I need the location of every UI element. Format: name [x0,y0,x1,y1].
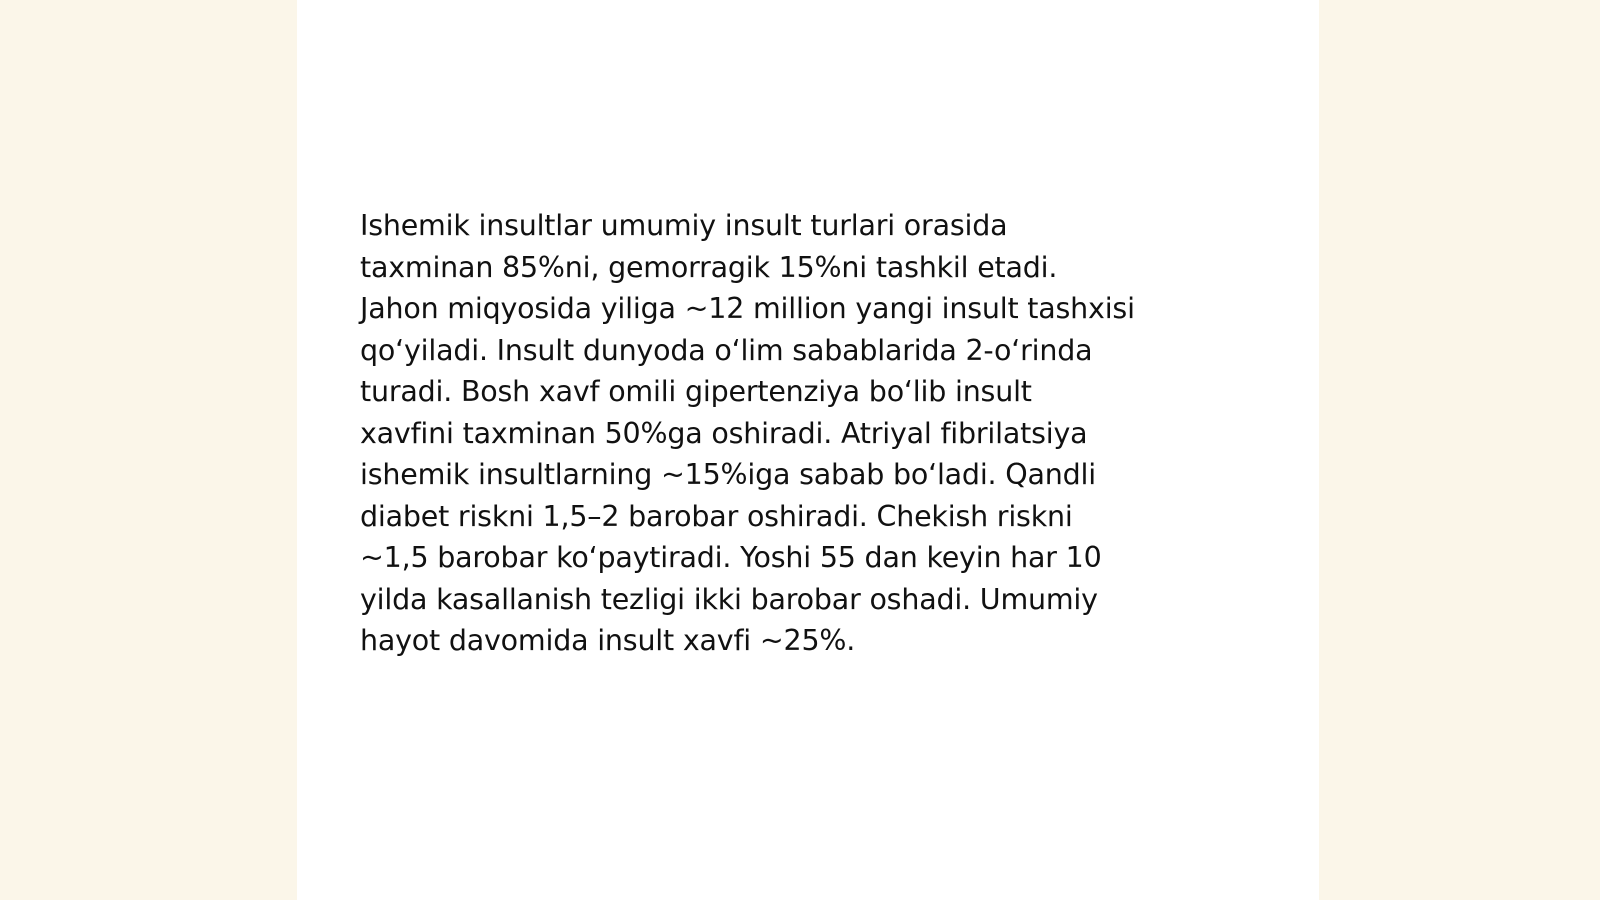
document-page [297,0,1319,900]
paragraph-line: hayot davomida insult xavfi ~25%. [360,624,856,657]
paragraph-line: xavfini taxminan 50%ga oshiradi. Atriyal fibrilatsiya [360,416,1088,450]
paragraph-line: turadi. Bosh xavf omili gipertenziya bo‘lib insult [360,375,1032,408]
body-paragraph [360,205,1260,662]
paragraph-line: ~1,5 barobar ko‘paytiradi. Yoshi 55 dan keyin har 10 [360,541,1102,574]
paragraph-line: diabet riskni 1,5–2 barobar oshiradi. Chekish riskni [360,499,1073,533]
paragraph-line: Jahon miqyosida yiliga ~12 million yangi insult tashxisi [360,292,1135,325]
paragraph-line: yilda kasallanish tezligi ikki barobar oshadi. Umumiy [360,582,1098,616]
paragraph-line: Ishemik insultlar umumiy insult turlari orasida [360,209,1008,242]
paragraph-line: taxminan 85%ni, gemorragik 15%ni tashkil etadi. [360,250,1058,284]
paragraph-line: ishemik insultlarning ~15%iga sabab bo‘ladi. Qandli [360,458,1096,491]
paragraph-line: qo‘yiladi. Insult dunyoda o‘lim sabablarida 2-o‘rinda [360,333,1093,367]
